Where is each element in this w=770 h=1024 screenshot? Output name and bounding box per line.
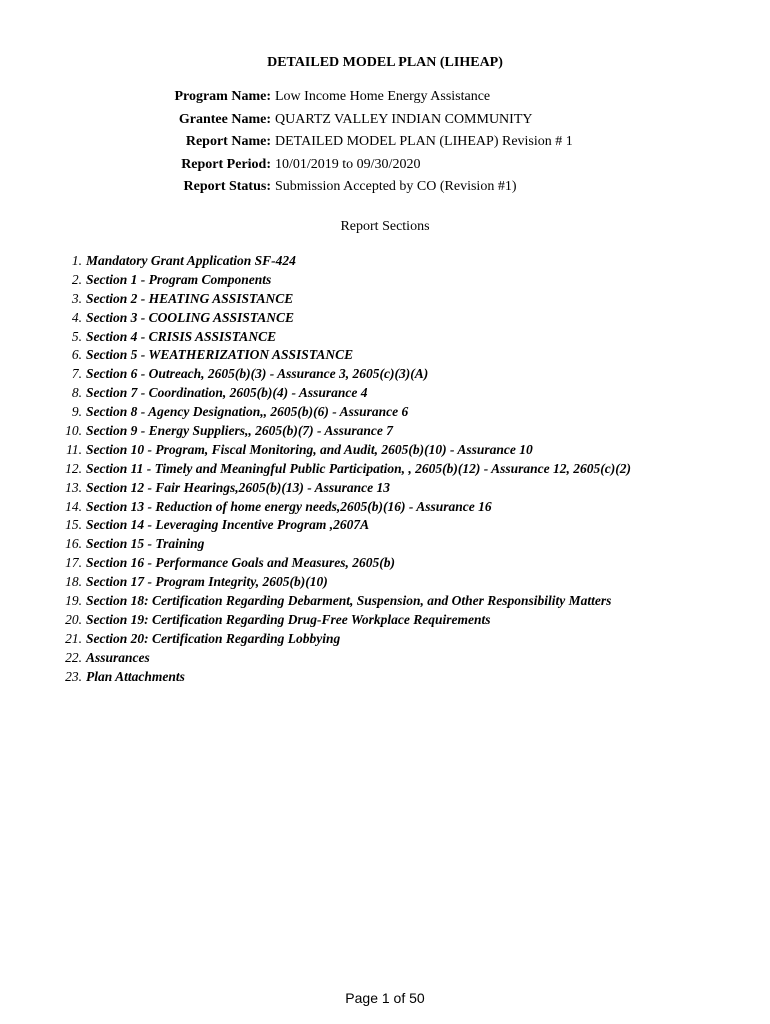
meta-value: 10/01/2019 to 09/30/2020 bbox=[275, 156, 421, 172]
section-link[interactable] bbox=[0, 535, 770, 554]
section-number: 22. bbox=[65, 649, 82, 665]
section-link[interactable] bbox=[0, 346, 770, 365]
section-link[interactable] bbox=[0, 384, 770, 403]
section-title: Section 4 - CRISIS ASSISTANCE bbox=[86, 328, 277, 344]
section-number: 8. bbox=[71, 385, 82, 401]
meta-value: Low Income Home Energy Assistance bbox=[275, 89, 491, 104]
meta-label: Report Name: bbox=[185, 134, 271, 150]
meta-label: Program Name: bbox=[174, 89, 271, 104]
section-number: 18. bbox=[65, 574, 82, 590]
section-title: Section 16 - Performance Goals and Measures, 2605(b) bbox=[86, 555, 395, 571]
section-title: Section 19: Certification Regarding Drug-Free Workplace Requirements bbox=[86, 611, 491, 627]
section-number: 11. bbox=[66, 441, 82, 457]
document-title: DETAILED MODEL PLAN (LIHEAP) bbox=[267, 55, 503, 70]
meta-label: Report Period: bbox=[181, 156, 271, 172]
section-link[interactable] bbox=[0, 649, 770, 668]
section-title: Section 7 - Coordination, 2605(b)(4) - Assurance 4 bbox=[86, 385, 368, 401]
section-number: 16. bbox=[65, 536, 82, 552]
section-number: 6. bbox=[71, 347, 82, 363]
meta-value: DETAILED MODEL PLAN (LIHEAP) Revision # 1 bbox=[275, 134, 573, 150]
meta-value: QUARTZ VALLEY INDIAN COMMUNITY bbox=[275, 111, 533, 127]
sections-heading: Report Sections bbox=[340, 219, 430, 234]
section-link[interactable] bbox=[0, 554, 770, 573]
section-link[interactable] bbox=[0, 573, 770, 592]
section-link[interactable] bbox=[0, 441, 770, 460]
section-number: 9. bbox=[71, 404, 82, 420]
section-number: 5. bbox=[71, 328, 82, 344]
section-link[interactable] bbox=[0, 365, 770, 384]
meta-row-program-name bbox=[0, 86, 770, 109]
section-title: Plan Attachments bbox=[86, 668, 185, 684]
section-link[interactable] bbox=[0, 252, 770, 271]
section-link[interactable] bbox=[0, 422, 770, 441]
section-title: Section 8 - Agency Designation,, 2605(b)(6) - Assurance 6 bbox=[86, 404, 409, 420]
section-title: Section 13 - Reduction of home energy needs,2605(b)(16) - Assurance 16 bbox=[86, 498, 492, 514]
section-title: Section 5 - WEATHERIZATION ASSISTANCE bbox=[86, 347, 354, 363]
section-link[interactable] bbox=[0, 460, 770, 479]
section-title: Section 9 - Energy Suppliers,, 2605(b)(7) - Assurance 7 bbox=[86, 423, 394, 439]
section-title: Assurances bbox=[86, 649, 150, 665]
section-title: Section 11 - Timely and Meaningful Public Participation, , 2605(b)(12) - Assurance 12, 2605(c)(2) bbox=[86, 460, 631, 476]
section-link[interactable] bbox=[0, 630, 770, 649]
section-number: 17. bbox=[65, 555, 82, 571]
section-link[interactable] bbox=[0, 611, 770, 630]
section-link[interactable] bbox=[0, 309, 770, 328]
section-number: 23. bbox=[65, 668, 82, 684]
section-title: Section 17 - Program Integrity, 2605(b)(10) bbox=[86, 574, 328, 590]
meta-row-grantee-name bbox=[0, 109, 770, 132]
section-link[interactable] bbox=[0, 516, 770, 535]
section-number: 10. bbox=[65, 423, 82, 439]
section-title: Mandatory Grant Application SF-424 bbox=[86, 253, 296, 268]
section-title: Section 6 - Outreach, 2605(b)(3) - Assurance 3, 2605(c)(3)(A) bbox=[86, 366, 429, 382]
section-number: 7. bbox=[71, 366, 82, 382]
section-title: Section 10 - Program, Fiscal Monitoring, and Audit, 2605(b)(10) - Assurance 10 bbox=[86, 441, 533, 457]
section-link[interactable] bbox=[0, 403, 770, 422]
meta-value: Submission Accepted by CO (Revision #1) bbox=[275, 179, 517, 195]
section-title: Section 1 - Program Components bbox=[86, 271, 272, 287]
meta-row-report-period bbox=[0, 154, 770, 177]
section-link[interactable] bbox=[0, 328, 770, 347]
meta-label: Grantee Name: bbox=[178, 111, 271, 127]
section-title: Section 2 - HEATING ASSISTANCE bbox=[86, 290, 294, 306]
section-number: 2. bbox=[71, 271, 82, 287]
section-link[interactable] bbox=[0, 668, 770, 687]
report-meta bbox=[0, 86, 770, 199]
section-number: 20. bbox=[65, 611, 82, 627]
section-number: 14. bbox=[65, 498, 82, 514]
section-title: Section 20: Certification Regarding Lobbying bbox=[86, 630, 341, 646]
section-title: Section 14 - Leveraging Incentive Program ,2607A bbox=[86, 517, 370, 533]
meta-row-report-name bbox=[0, 131, 770, 154]
section-link[interactable] bbox=[0, 271, 770, 290]
section-title: Section 3 - COOLING ASSISTANCE bbox=[86, 309, 295, 325]
section-title: Section 12 - Fair Hearings,2605(b)(13) - Assurance 13 bbox=[86, 479, 391, 495]
section-link[interactable] bbox=[0, 290, 770, 309]
section-link[interactable] bbox=[0, 479, 770, 498]
section-link[interactable] bbox=[0, 592, 770, 611]
section-title: Section 18: Certification Regarding Debarment, Suspension, and Other Responsibility Matters bbox=[86, 593, 612, 609]
section-number: 13. bbox=[65, 479, 82, 495]
meta-label: Report Status: bbox=[183, 179, 271, 195]
section-list bbox=[0, 252, 770, 686]
section-number: 12. bbox=[65, 460, 82, 476]
section-title: Section 15 - Training bbox=[86, 536, 205, 552]
page-number: Page 1 of 50 bbox=[345, 990, 425, 1006]
section-link[interactable] bbox=[0, 498, 770, 517]
meta-row-report-status bbox=[0, 176, 770, 199]
section-number: 19. bbox=[65, 593, 82, 609]
section-number: 21. bbox=[65, 630, 82, 646]
section-number: 15. bbox=[65, 517, 82, 533]
section-number: 3. bbox=[71, 290, 82, 306]
section-number: 4. bbox=[71, 309, 82, 325]
section-number: 1. bbox=[71, 253, 82, 268]
